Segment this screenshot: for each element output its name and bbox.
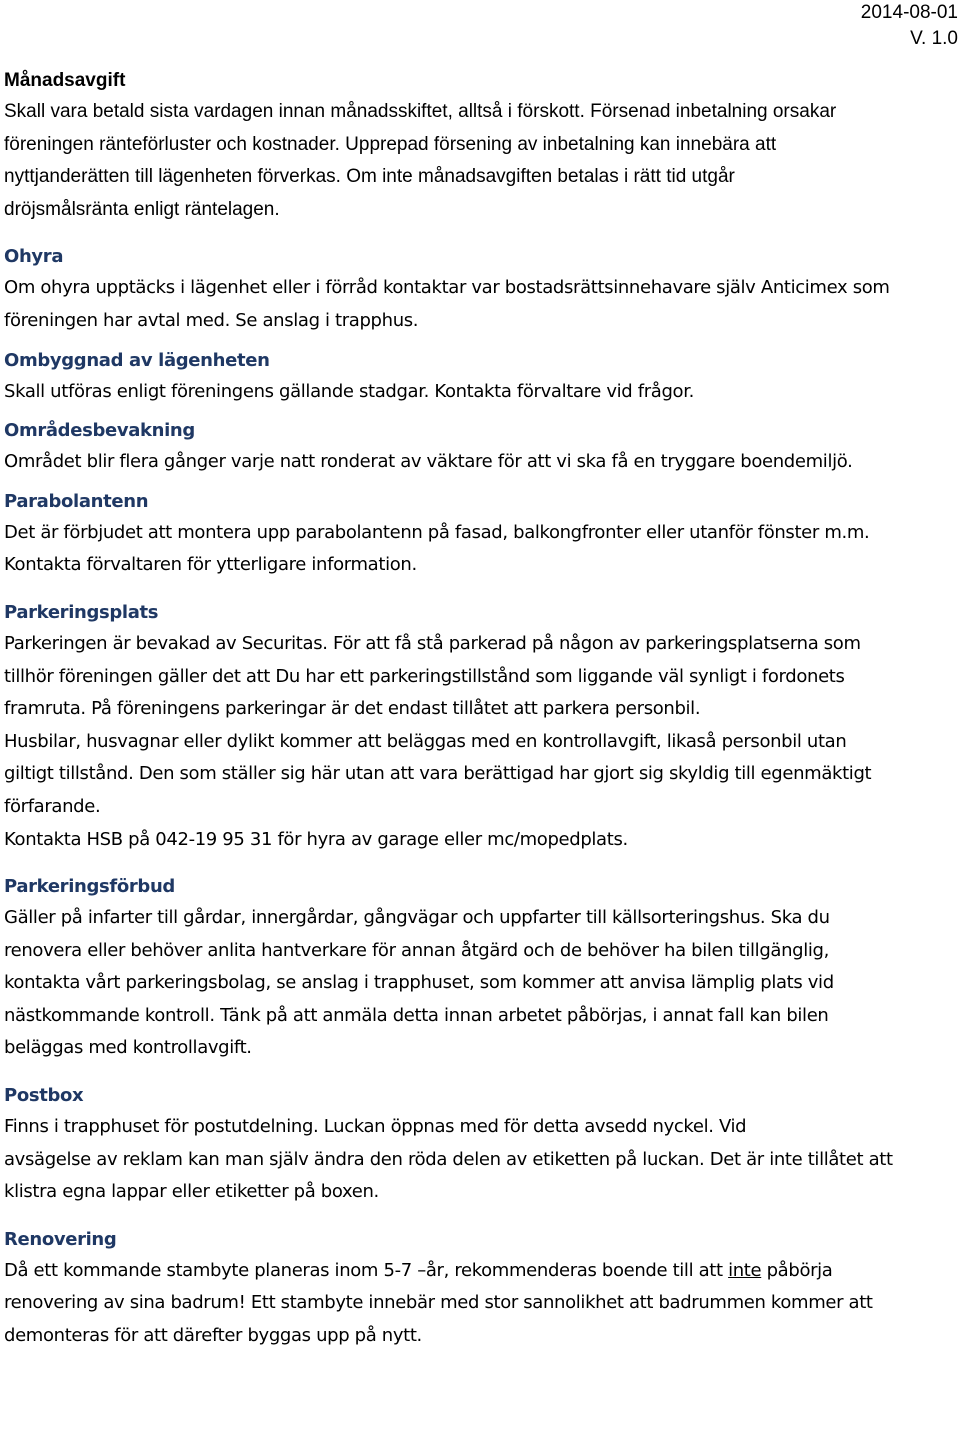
section-parabolantenn xyxy=(4,487,958,582)
text-span: Då ett kommande stambyte planeras inom 5-7 –år, rekommenderas boende till att xyxy=(4,1259,729,1281)
section-heading: Postbox xyxy=(4,1085,84,1107)
text-line: nyttjanderätten till lägenheten förverkas. Om inte månadsavgiften betalas i rätt tid utgår xyxy=(4,166,735,188)
section-ombyggnad xyxy=(4,346,958,409)
section-renovering xyxy=(4,1225,958,1353)
text-line: Kontakta HSB på 042-19 95 31 för hyra av garage eller mc/mopedplats. xyxy=(4,828,628,850)
text-line: renovering av sina badrum! Ett stambyte innebär med stor sannolikhet att badrummen kommer att xyxy=(4,1292,873,1314)
text-line: förfarande. xyxy=(4,795,101,817)
section-ohyra xyxy=(4,242,958,337)
text-line: Det är förbjudet att montera upp parabolantenn på fasad, balkongfronter eller utanför fönster m.m. xyxy=(4,521,870,543)
text-line: nästkommande kontroll. Tänk på att anmäla detta innan arbetet påbörjas, i annat fall kan bilen xyxy=(4,1004,829,1026)
section-heading: Renovering xyxy=(4,1228,117,1250)
text-line: Om ohyra upptäcks i lägenhet eller i förråd kontaktar var bostadsrättsinnehavare själv Anticimex som xyxy=(4,277,890,299)
text-line: Husbilar, husvagnar eller dylikt kommer att beläggas med en kontrollavgift, likaså personbil utan xyxy=(4,730,847,752)
section-text xyxy=(4,376,958,409)
text-line: Finns i trapphuset för postutdelning. Luckan öppnas med för detta avsedd nyckel. Vid xyxy=(4,1116,747,1138)
text-line: klistra egna lappar eller etiketter på boxen. xyxy=(4,1181,379,1203)
text-line: kontakta vårt parkeringsbolag, se anslag i trapphuset, som kommer att anvisa lämplig plats vid xyxy=(4,972,834,994)
section-heading: Parabolantenn xyxy=(4,490,149,512)
underlined-word: inte xyxy=(728,1259,762,1281)
section-postbox xyxy=(4,1081,958,1209)
section-text xyxy=(4,1255,958,1353)
document-date: 2014-08-01 xyxy=(860,2,958,23)
text-line: föreningen har avtal med. Se anslag i trapphus. xyxy=(4,309,419,331)
document-body xyxy=(4,66,958,1353)
text-line: Kontakta förvaltaren för ytterligare information. xyxy=(4,554,417,576)
section-text xyxy=(4,1111,958,1209)
section-heading: Månadsavgift xyxy=(4,70,126,91)
text-line: renovera eller behöver anlita hantverkare för annan åtgärd och de behöver ha bilen tillgänglig, xyxy=(4,939,829,961)
document-meta xyxy=(861,0,958,52)
section-text xyxy=(4,902,958,1065)
text-line: dröjsmålsränta enligt räntelagen. xyxy=(4,198,280,220)
text-line: framruta. På föreningens parkeringar är det endast tillåtet att parkera personbil. xyxy=(4,698,701,720)
text-line: Parkeringen är bevakad av Securitas. För att få stå parkerad på någon av parkeringsplatserna som xyxy=(4,632,861,654)
section-heading: Parkeringsplats xyxy=(4,601,159,623)
section-parkeringsplats xyxy=(4,598,958,856)
text-line: avsägelse av reklam kan man själv ändra den röda delen av etiketten på luckan. Det är inte tillåtet att xyxy=(4,1148,893,1170)
text-line: föreningen ränteförluster och kostnader. Upprepad försening av inbetalning kan innebära att xyxy=(4,133,777,155)
text-line: Skall vara betald sista vardagen innan månadsskiftet, alltså i förskott. Försenad inbetalning orsakar xyxy=(4,101,837,122)
text-line: giltigt tillstånd. Den som ställer sig här utan att vara berättigad har gjort sig skyldig till egenmäktigt xyxy=(4,763,872,785)
text-line: Gäller på infarter till gårdar, innergårdar, gångvägar och uppfarter till källsorteringshus. Ska du xyxy=(4,907,830,929)
text-line xyxy=(4,1255,958,1288)
section-heading: Områdesbevakning xyxy=(4,420,195,442)
section-parkeringsforbud xyxy=(4,872,958,1065)
text-line: Skall utföras enligt föreningens gällande stadgar. Kontakta förvaltare vid frågor. xyxy=(4,380,694,402)
text-line: Området blir flera gånger varje natt ronderat av väktare för att vi ska få en tryggare boendemiljö. xyxy=(4,451,853,473)
text-span: påbörja xyxy=(761,1259,833,1281)
section-text xyxy=(4,96,958,226)
text-line: demonteras för att därefter byggas upp på nytt. xyxy=(4,1325,422,1347)
section-text xyxy=(4,517,958,582)
section-manadsavgift xyxy=(4,66,958,226)
text-line: beläggas med kontrollavgift. xyxy=(4,1037,252,1059)
section-text xyxy=(4,628,958,856)
section-heading: Parkeringsförbud xyxy=(4,876,175,898)
section-text xyxy=(4,272,958,337)
section-heading: Ohyra xyxy=(4,246,64,268)
document-version: V. 1.0 xyxy=(910,28,958,49)
section-omradesbevakning xyxy=(4,416,958,479)
section-text xyxy=(4,446,958,479)
section-heading: Ombyggnad av lägenheten xyxy=(4,349,270,371)
text-line: tillhör föreningen gäller det att Du har ett parkeringstillstånd som liggande väl synligt i fordonets xyxy=(4,665,845,687)
